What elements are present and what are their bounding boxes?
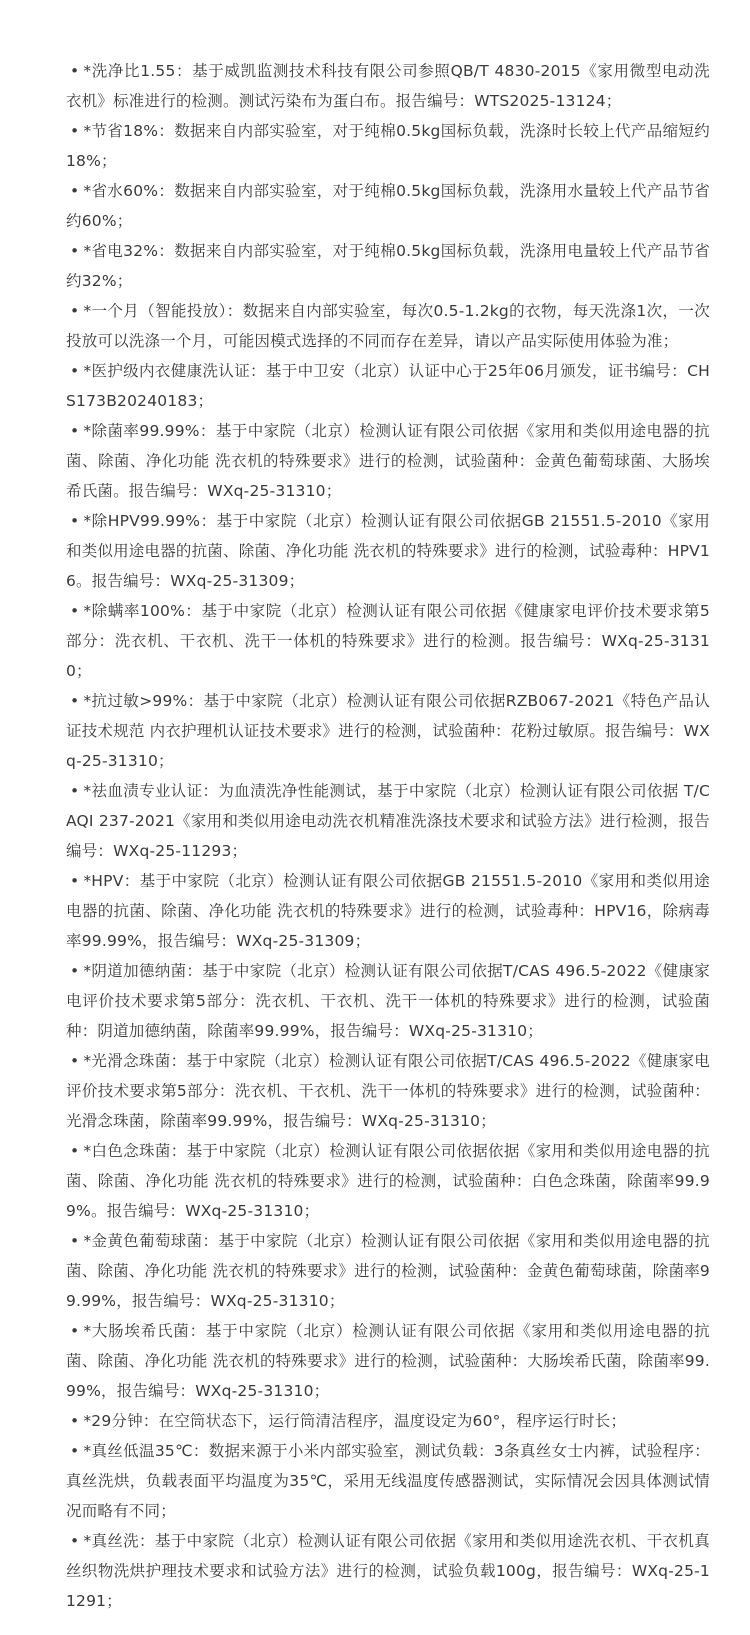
footnote-item — [66, 176, 710, 236]
bullet-icon: • — [70, 1412, 80, 1430]
footnote-item — [66, 56, 710, 116]
bullet-icon: • — [70, 782, 80, 800]
footnote-item — [66, 776, 710, 866]
footnote-text: *真丝低温35℃：数据来源于小米内部实验室，测试负载：3条真丝女士内裤，试验程序：真丝洗烘，负载表面平均温度为35℃，采用无线温度传感器测试，实际情况会因具体测试情况而略有不同； — [66, 1442, 710, 1520]
footnote-item — [66, 506, 710, 596]
footnote-item — [66, 1136, 710, 1226]
bullet-icon: • — [70, 1322, 80, 1340]
footnote-text: *阴道加德纳菌：基于中家院（北京）检测认证有限公司依据T/CAS 496.5-2022《健康家电评价技术要求第5部分：洗衣机、干衣机、洗干一体机的特殊要求》进行的检测，试验菌种：阴道加德纳菌，除菌率99.99%，报告编号：WXq-25-31310； — [66, 962, 710, 1040]
bullet-icon: • — [70, 362, 80, 380]
footnote-item — [66, 356, 710, 416]
bullet-icon: • — [70, 512, 80, 530]
footnote-item — [66, 296, 710, 356]
footnote-text: *祛血渍专业认证：为血渍洗净性能测试，基于中家院（北京）检测认证有限公司依据 T/CAQI 237-2021《家用和类似用途电动洗衣机精准洗涤技术要求和试验方法》进行检测，报告编号：WXq-25-11293； — [66, 782, 710, 860]
footnote-text: *一个月（智能投放）：数据来自内部实验室，每次0.5-1.2kg的衣物，每天洗涤1次，一次投放可以洗涤一个月，可能因模式选择的不同而存在差异，请以产品实际使用体验为准； — [66, 302, 710, 350]
footnote-text: *金黄色葡萄球菌：基于中家院（北京）检测认证有限公司依据《家用和类似用途电器的抗菌、除菌、净化功能 洗衣机的特殊要求》进行的检测，试验菌种：金黄色葡萄球菌，除菌率99.99%，报告编号：WXq-25-31310； — [66, 1232, 710, 1310]
footnote-item — [66, 596, 710, 686]
footnote-text: *节省18%：数据来自内部实验室，对于纯棉0.5kg国标负载，洗涤时长较上代产品缩短约18%； — [66, 122, 710, 170]
footnote-item — [66, 956, 710, 1046]
footnote-text: *省水60%：数据来自内部实验室，对于纯棉0.5kg国标负载，洗涤用水量较上代产品节省约60%； — [66, 182, 710, 230]
bullet-icon: • — [70, 122, 80, 140]
bullet-icon: • — [70, 302, 80, 320]
footnote-text: *HPV：基于中家院（北京）检测认证有限公司依据GB 21551.5-2010《家用和类似用途电器的抗菌、除菌、净化功能 洗衣机的特殊要求》进行的检测，试验毒种：HPV16，除病毒率99.99%，报告编号：WXq-25-31309； — [66, 872, 710, 950]
bullet-icon: • — [70, 422, 80, 440]
footnote-item — [66, 416, 710, 506]
bullet-icon: • — [70, 692, 80, 710]
footnote-item — [66, 866, 710, 956]
bullet-icon: • — [70, 62, 80, 80]
footnote-text: *洗净比1.55：基于威凯监测技术科技有限公司参照QB/T 4830-2015《家用微型电动洗衣机》标准进行的检测。测试污染布为蛋白布。报告编号：WTS2025-13124； — [66, 62, 710, 110]
bullet-icon: • — [70, 872, 80, 890]
footnote-text: *白色念珠菌：基于中家院（北京）检测认证有限公司依据依据《家用和类似用途电器的抗菌、除菌、净化功能 洗衣机的特殊要求》进行的检测，试验菌种：白色念珠菌，除菌率99.99%。报告编号：WXq-25-31310； — [66, 1142, 710, 1220]
bullet-icon: • — [70, 1232, 80, 1250]
footnote-item — [66, 1046, 710, 1136]
footnote-text: *除HPV99.99%：基于中家院（北京）检测认证有限公司依据GB 21551.5-2010《家用和类似用途电器的抗菌、除菌、净化功能 洗衣机的特殊要求》进行的检测，试验毒种：HPV16。报告编号：WXq-25-31309； — [66, 512, 710, 590]
bullet-icon: • — [70, 1442, 80, 1460]
footnote-text: *医护级内衣健康洗认证：基于中卫安（北京）认证中心于25年06月颁发，证书编号：CHS173B20240183； — [66, 362, 710, 410]
footnote-text: *大肠埃希氏菌：基于中家院（北京）检测认证有限公司依据《家用和类似用途电器的抗菌、除菌、净化功能 洗衣机的特殊要求》进行的检测，试验菌种：大肠埃希氏菌，除菌率99.99%，报告编号：WXq-25-31310； — [66, 1322, 710, 1400]
bullet-icon: • — [70, 962, 80, 980]
footnote-item — [66, 1526, 710, 1616]
footnote-text: *省电32%：数据来自内部实验室，对于纯棉0.5kg国标负载，洗涤用电量较上代产品节省约32%； — [66, 242, 710, 290]
bullet-icon: • — [70, 182, 80, 200]
footnote-item — [66, 686, 710, 776]
footnote-text: *抗过敏>99%：基于中家院（北京）检测认证有限公司依据RZB067-2021《特色产品认证技术规范 内衣护理机认证技术要求》进行的检测，试验菌种：花粉过敏原。报告编号：WXq-25-31310； — [66, 692, 710, 770]
footnote-item — [66, 1436, 710, 1526]
footnote-item — [66, 1226, 710, 1316]
footnote-item — [66, 236, 710, 296]
bullet-icon: • — [70, 1142, 80, 1160]
footnote-text: *29分钟：在空筒状态下，运行筒清洁程序，温度设定为60°，程序运行时长； — [83, 1412, 627, 1430]
footnote-item — [66, 1406, 710, 1436]
bullet-icon: • — [70, 602, 80, 620]
footnote-item — [66, 116, 710, 176]
footnote-text: *真丝洗：基于中家院（北京）检测认证有限公司依据《家用和类似用途洗衣机、干衣机真丝织物洗烘护理技术要求和试验方法》进行的检测，试验负载100g，报告编号：WXq-25-11291； — [66, 1532, 710, 1610]
bullet-icon: • — [70, 1532, 80, 1550]
footnote-item — [66, 1316, 710, 1406]
footnote-text: *除菌率99.99%：基于中家院（北京）检测认证有限公司依据《家用和类似用途电器的抗菌、除菌、净化功能 洗衣机的特殊要求》进行的检测，试验菌种：金黄色葡萄球菌、大肠埃希氏菌。报告编号：WXq-25-31310； — [66, 422, 710, 500]
footnote-text: *除螨率100%：基于中家院（北京）检测认证有限公司依据《健康家电评价技术要求第5部分：洗衣机、干衣机、洗干一体机的特殊要求》进行的检测。报告编号：WXq-25-31310； — [66, 602, 710, 680]
bullet-icon: • — [70, 1052, 80, 1070]
footnote-text: *光滑念珠菌：基于中家院（北京）检测认证有限公司依据T/CAS 496.5-2022《健康家电评价技术要求第5部分：洗衣机、干衣机、洗干一体机的特殊要求》进行的检测，试验菌种：光滑念珠菌，除菌率99.99%，报告编号：WXq-25-31310； — [66, 1052, 710, 1130]
bullet-icon: • — [70, 242, 80, 260]
